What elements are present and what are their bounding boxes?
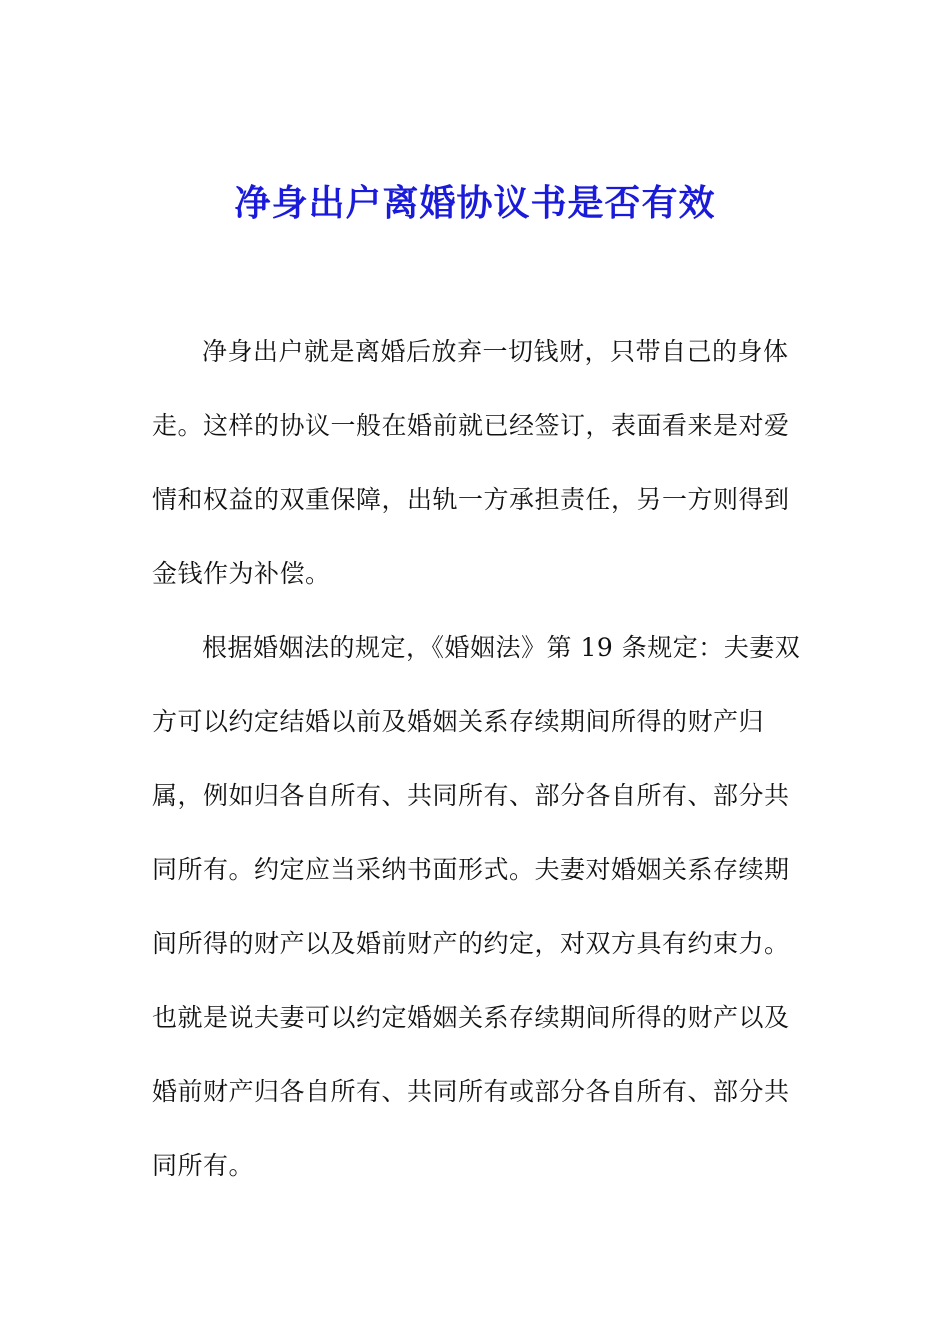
paragraph-line: 方可以约定结婚以前及婚姻关系存续期间所得的财产归 [152, 707, 765, 736]
paragraph-line: 情和权益的双重保障，出轨一方承担责任，另一方则得到 [152, 485, 790, 514]
paragraph-line: 同所有。约定应当采纳书面形式。夫妻对婚姻关系存续期 [152, 855, 790, 884]
paragraph-line: 属，例如归各自所有、共同所有、部分各自所有、部分共 [152, 781, 790, 810]
paragraph-line: 间所得的财产以及婚前财产的约定，对双方具有约束力。 [152, 929, 790, 958]
paragraph-line: 婚前财产归各自所有、共同所有或部分各自所有、部分共 [152, 1077, 790, 1106]
document-title: 净身出户离婚协议书是否有效 [234, 182, 716, 224]
paragraph-line: 走。这样的协议一般在婚前就已经签订，表面看来是对爱 [152, 411, 790, 440]
paragraph-line: 也就是说夫妻可以约定婚姻关系存续期间所得的财产以及 [152, 1003, 790, 1032]
paragraph-line: 根据婚姻法的规定，《婚姻法》第 19 条规定：夫妻双 [202, 633, 801, 662]
paragraph-line: 净身出户就是离婚后放弃一切钱财，只带自己的身体 [202, 337, 789, 366]
document-body [152, 332, 802, 1220]
paragraph-line: 金钱作为补偿。 [152, 559, 331, 588]
paragraph-line: 同所有。 [152, 1151, 255, 1180]
